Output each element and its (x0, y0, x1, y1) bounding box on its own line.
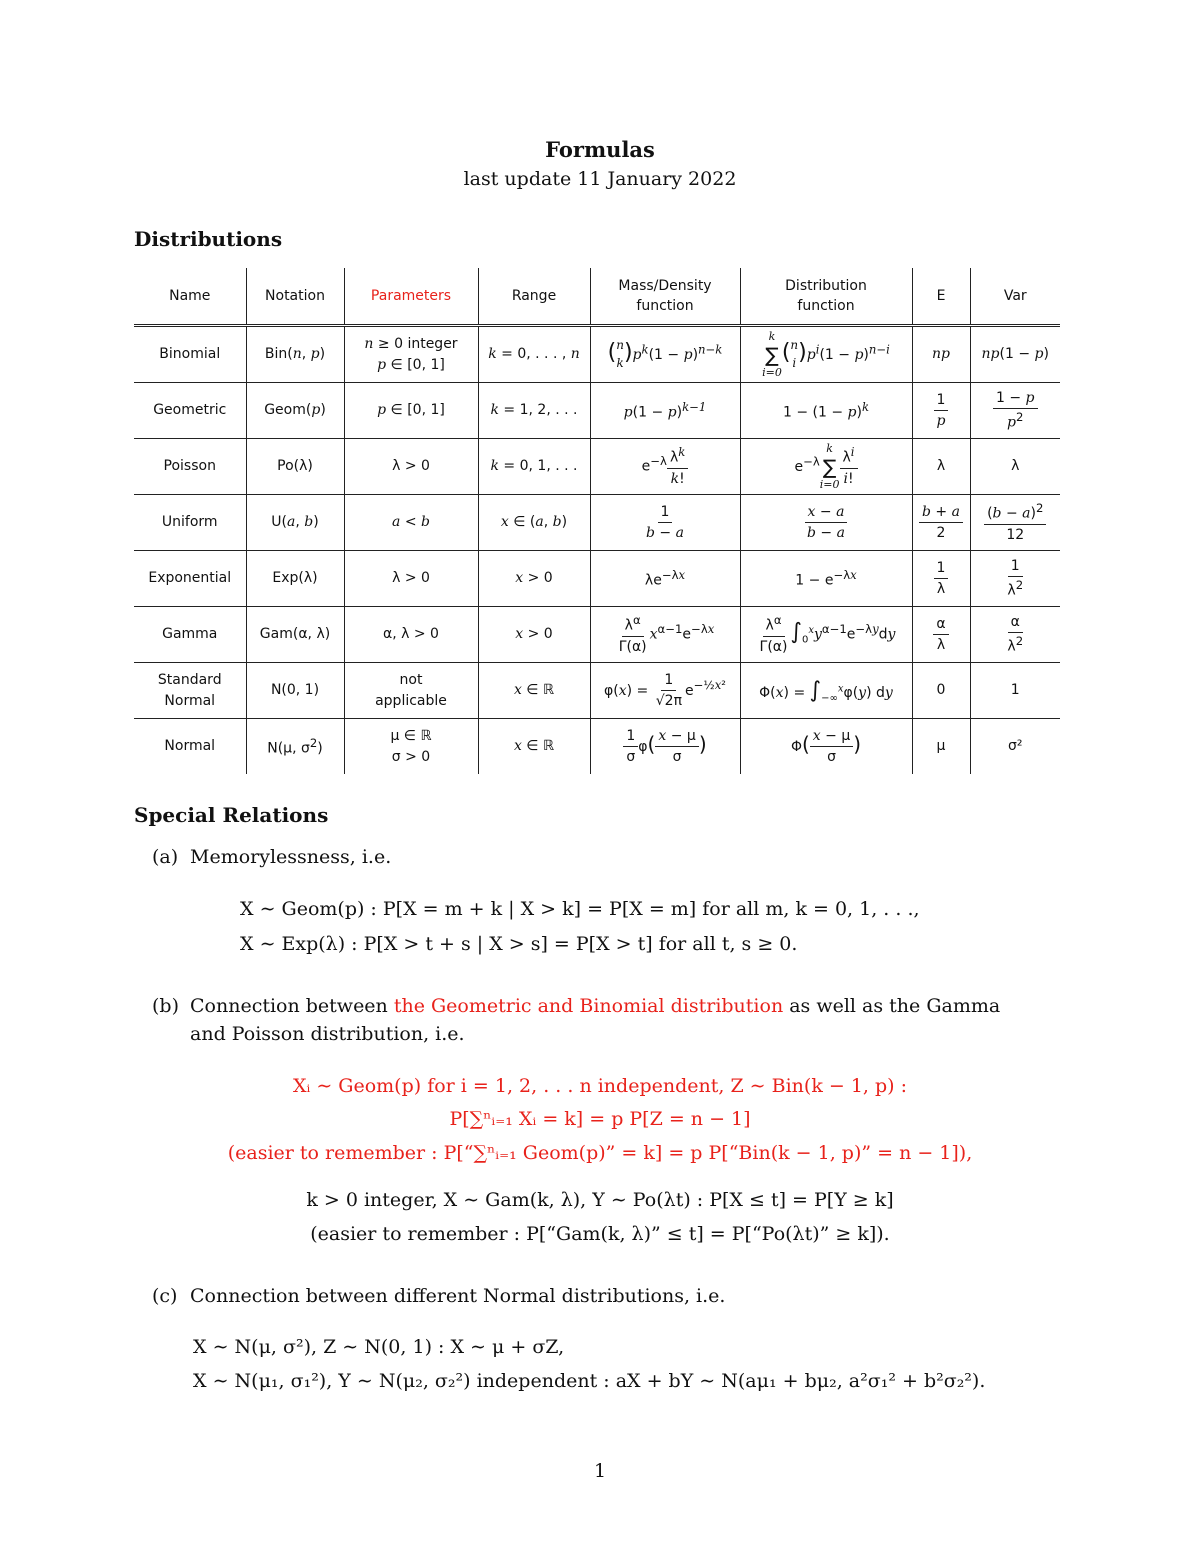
cell-params: λ > 0 (344, 439, 478, 495)
header-expectation: E (912, 268, 970, 326)
cell-name: Gamma (134, 607, 246, 663)
cell-var: λ (970, 439, 1060, 495)
cell-notation: U(a, b) (246, 495, 344, 551)
cell-notation: Geom(p) (246, 383, 344, 439)
cell-name: Uniform (134, 495, 246, 551)
page-subtitle: last update 11 January 2022 (463, 168, 737, 190)
header-parameters: Parameters (344, 268, 478, 326)
cell-e: $\frac{1}{p}$ (912, 383, 970, 439)
cell-dist: Φ( $\frac{x - \mu}{\sigma}$ ) (740, 719, 912, 775)
geom-binom-eq-1: Xᵢ ∼ Geom(p) for i = 1, 2, . . . n independent, Z ∼ Bin(k − 1, p) : (292, 1075, 908, 1097)
cell-name: Exponential (134, 551, 246, 607)
cell-e: np (912, 326, 970, 383)
cell-e: $\frac{1}{\lambda}$ (912, 551, 970, 607)
cell-params: λ > 0 (344, 551, 478, 607)
table-row (134, 607, 1060, 663)
cell-var: 1 (970, 663, 1060, 719)
relation-c (152, 1285, 725, 1307)
cell-mass: $\frac{\lambda^\alpha}{\Gamma(\alpha)}$ $x^{\alpha-1}e^{-\lambda x}$ (590, 607, 740, 663)
cell-params: a < b (344, 495, 478, 551)
cell-e: λ (912, 439, 970, 495)
header-variance: Var (970, 268, 1060, 326)
cell-notation: N(0, 1) (246, 663, 344, 719)
cell-mass: $\lambda e^{-\lambda x}$ (590, 551, 740, 607)
relation-c-text: Connection between different Normal distributions, i.e. (190, 1285, 726, 1307)
cell-mass: $\frac{1}{b - a}$ (590, 495, 740, 551)
cell-range: x > 0 (478, 551, 590, 607)
page-title: Formulas (545, 137, 655, 162)
table-row (134, 551, 1060, 607)
cell-name: Normal (164, 738, 216, 755)
gamma-poisson-eq-2: (easier to remember : P[“Gam(k, λ)” ≤ t] = P[“Po(λt)” ≥ k]). (310, 1223, 890, 1245)
relation-c-label: (c) (152, 1285, 178, 1307)
relation-b-line2: and Poisson distribution, i.e. (190, 1023, 465, 1045)
section-distributions: Distributions (134, 227, 283, 251)
cell-params: p ∈ [0, 1] (344, 383, 478, 439)
header-mass-density: Mass/Density function (590, 268, 740, 326)
memoryless-exp-eq: X ∼ Exp(λ) : P[X > t + s | X > s] = P[X > t] for all t, s ≥ 0. (240, 933, 798, 955)
cell-dist: $\frac{x - a}{b - a}$ (740, 495, 912, 551)
cell-notation: Bin(n, p) (246, 326, 344, 383)
relation-b-pre: Connection between (190, 995, 394, 1017)
cell-dist: $1 - e^{-\lambda x}$ (740, 551, 912, 607)
page-number: 1 (593, 1460, 607, 1482)
cell-range: k = 0, . . . , n (478, 326, 590, 383)
cell-mass: φ(x) = $\frac{1}{√2\pi}$ $e^{-\frac{1}{2}x^2}$ (590, 663, 740, 719)
table-row (134, 495, 1060, 551)
normal-sum-eq: X ∼ N(μ₁, σ₁²), Y ∼ N(μ₂, σ₂²) independent : aX + bY ∼ N(aμ₁ + bμ₂, a²σ₁² + b²σ₂²). (193, 1370, 986, 1392)
relation-a-text: Memorylessness, i.e. (190, 846, 392, 868)
cell-mass: ( n k )$p^k(1 - p)^{n-k}$ (590, 326, 740, 383)
distributions-table (134, 268, 1060, 774)
gamma-poisson-eq-1: k > 0 integer, X ∼ Gam(k, λ), Y ∼ Po(λt) : P[X ≤ t] = P[Y ≥ k] (306, 1189, 894, 1211)
cell-dist: $1 - (1 - p)^k$ (740, 383, 912, 439)
geom-binom-eq-2: P[∑ⁿᵢ₌₁ Xᵢ = k] = p P[Z = n − 1] (449, 1108, 751, 1130)
cell-var: np(1 − p) (970, 326, 1060, 383)
cell-params: α, λ > 0 (344, 607, 478, 663)
cell-notation: Exp(λ) (246, 551, 344, 607)
cell-e: $\frac{\alpha}{\lambda}$ (912, 607, 970, 663)
cell-var: σ² (970, 719, 1060, 775)
cell-range: x ∈ ℝ (478, 719, 590, 775)
relation-b (152, 995, 1000, 1017)
header-name: Name (134, 268, 246, 326)
cell-dist: k ∑ i=0 ( n i )$p^i(1 - p)^{n-i}$ (740, 326, 912, 383)
cell-e: 0 (912, 663, 970, 719)
table-row (134, 719, 1060, 775)
cell-notation: N(μ, $\sigma^2$) (246, 719, 344, 775)
memoryless-geom-eq: X ∼ Geom(p) : P[X = m + k | X > k] = P[X = m] for all m, k = 0, 1, . . ., (240, 898, 920, 920)
table-row (134, 439, 1060, 495)
cell-mass: $\frac{1}{\sigma}$ φ( $\frac{x - \mu}{\sigma}$ ) (590, 719, 740, 775)
cell-range: x ∈ ℝ (478, 663, 590, 719)
cell-name: Standard Normal (134, 663, 246, 719)
cell-range: k = 0, 1, . . . (478, 439, 590, 495)
cell-dist: $\Phi(x) = \int_{-\infty}^x\varphi(y)$ dy (740, 663, 912, 719)
cell-e: μ (912, 719, 970, 775)
cell-mass: $p(1 - p)^{k-1}$ (590, 383, 740, 439)
header-notation: Notation (246, 268, 344, 326)
header-distribution-function: Distribution function (740, 268, 912, 326)
cell-notation: Gam(α, λ) (246, 607, 344, 663)
cell-e: $\frac{b + a}{2}$ (912, 495, 970, 551)
cell-var: $\frac{\alpha}{\lambda^2}$ (970, 607, 1060, 663)
cell-mass: $e^{-\lambda}$ $\frac{\lambda^k}{k!}$ (590, 439, 740, 495)
cell-params: μ ∈ ℝ σ > 0 (344, 719, 478, 775)
cell-range: x ∈ (a, b) (478, 495, 590, 551)
relation-b-post: as well as the Gamma (783, 995, 1001, 1017)
cell-dist: $e^{-\lambda}$ k ∑ i=0 $\frac{\lambda^i}{i!}$ (740, 439, 912, 495)
relation-b-label: (b) (152, 995, 179, 1017)
cell-range: k = 1, 2, . . . (478, 383, 590, 439)
geom-binom-eq-3: (easier to remember : P[“∑ⁿᵢ₌₁ Geom(p)” = k] = p P[“Bin(k − 1, p)” = n − 1]), (227, 1142, 973, 1164)
relation-b-highlight: the Geometric and Binomial distribution (393, 995, 784, 1017)
table-header-row (134, 268, 1060, 326)
table-row (134, 663, 1060, 719)
cell-range: x > 0 (478, 607, 590, 663)
relation-a-label: (a) (152, 846, 179, 868)
cell-notation: Po(λ) (246, 439, 344, 495)
cell-var: $\frac{1}{\lambda^2}$ (970, 551, 1060, 607)
cell-dist: $\frac{\lambda^\alpha}{\Gamma(\alpha)}$ $\int_0^xy^{\alpha-1}e^{-\lambda y}dy$ (740, 607, 912, 663)
cell-var: $\frac{1 - p}{p^2}$ (970, 383, 1060, 439)
cell-params: n ≥ 0 integer p ∈ [0, 1] (344, 326, 478, 383)
cell-params: not applicable (344, 663, 478, 719)
relation-a (152, 846, 391, 868)
cell-name: Binomial (134, 326, 246, 383)
header-range: Range (478, 268, 590, 326)
cell-name: Poisson (134, 439, 246, 495)
table-row (134, 326, 1060, 383)
normal-standardization-eq: X ∼ N(μ, σ²), Z ∼ N(0, 1) : X ∼ μ + σZ, (193, 1336, 565, 1358)
cell-name: Geometric (134, 383, 246, 439)
section-special-relations: Special Relations (134, 803, 329, 827)
table-row (134, 383, 1060, 439)
cell-var: $\frac{(b - a)^2}{12}$ (970, 495, 1060, 551)
